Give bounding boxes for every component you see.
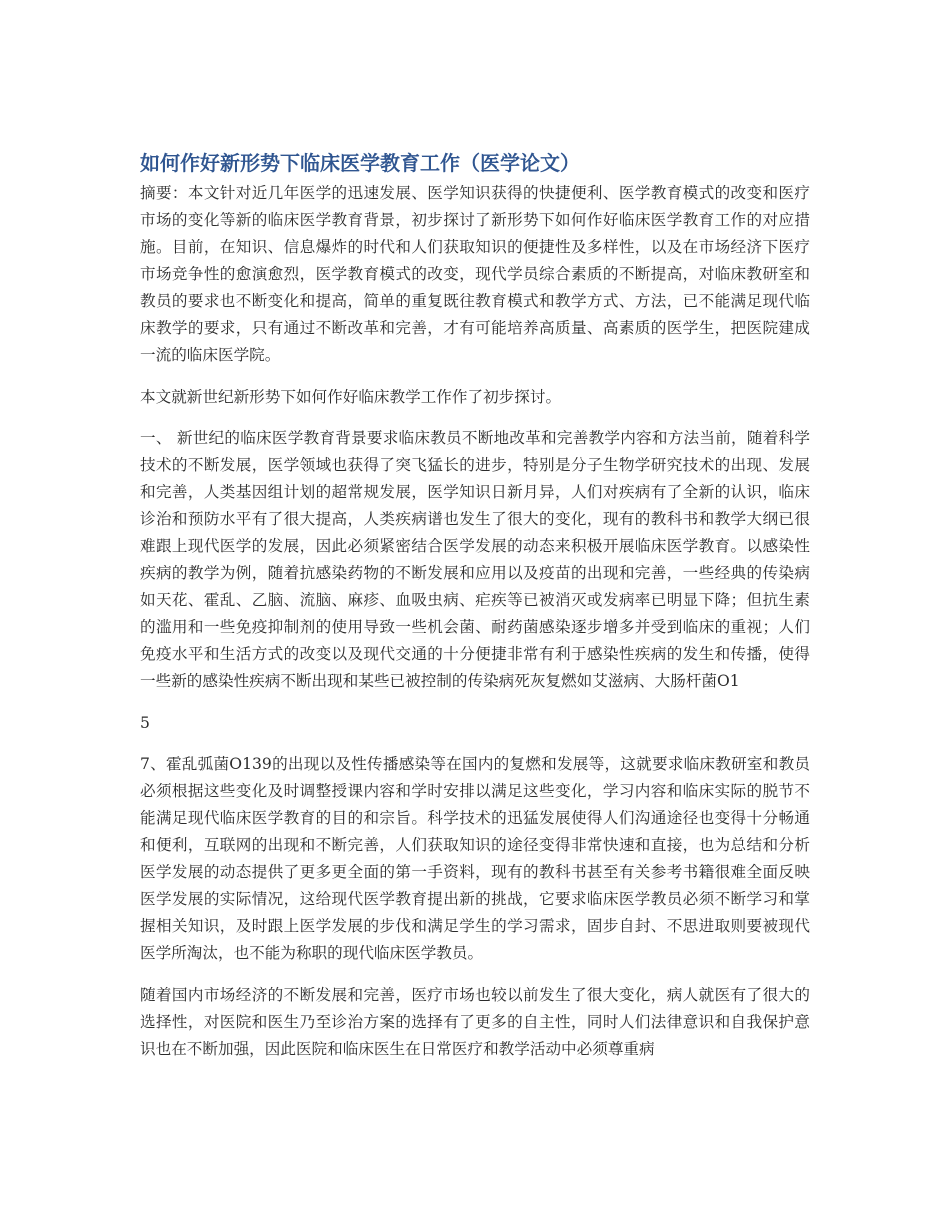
market-paragraph: 随着国内市场经济的不断发展和完善，医疗市场也较以前发生了很大变化，病人就医有了很大的选择性，对医院和医生乃至诊治方案的选择有了更多的自主性，同时人们法律意识和自我保护意识也在不断加强，因此医院和临床医生在日常医疗和教学活动中必须尊重病 — [140, 986, 810, 1058]
section-one-paragraph: 一、 新世纪的临床医学教育背景要求临床教员不断地改革和完善教学内容和方法当前，随着科学技术的不断发展，医学领域也获得了突飞猛长的进步，特别是分子生物学研究技术的出现、发展和完善，人类基因组计划的超常规发展，医学知识日新月异，人们对疾病有了全新的认识，临床诊治和预防水平有了很大提高，人类疾病谱也发生了很大的变化，现有的教科书和教学大纲已很难跟上现代医学的发展，因此必须紧密结合医学发展的动态来积极开展临床医学教育。以感染性疾病的教学为例，随着抗感染药物的不断发展和应用以及疫苗的出现和完善，一些经典的传染病如天花、霍乱、乙脑、流脑、麻疹、血吸虫病、疟疾等已被消灭或发病率已明显下降；但抗生素的滥用和一些免疫抑制剂的使用导致一些机会菌、耐药菌感染逐步增多并受到临床的重视；人们免疫水平和生活方式的改变以及现代交通的十分便捷非常有利于感染性疾病的发生和传播，使得一些新的感染性疾病不断出现和某些已被控制的传染病死灰复燃如艾滋病、大肠杆菌O1 — [140, 429, 810, 690]
abstract-paragraph: 摘要：本文针对近几年医学的迅速发展、医学知识获得的快捷便利、医学教育模式的改变和医疗市场的变化等新的临床医学教育背景，初步探讨了新形势下如何作好临床医学教育工作的对应措施。目前，在知识、信息爆炸的时代和人们获取知识的便捷性及多样性，以及在市场经济下医疗市场竞争性的愈演愈烈，医学教育模式的改变，现代学员综合素质的不断提高，对临床教研室和教员的要求也不断变化和提高，简单的重复既往教育模式和教学方式、方法，已不能满足现代临床教学的要求，只有通过不断改革和完善，才有可能培养高质量、高素质的医学生，把医院建成一流的临床医学院。 — [140, 184, 810, 364]
document-page — [140, 148, 810, 1078]
intro-paragraph: 本文就新世纪新形势下如何作好临床教学工作作了初步探讨。 — [140, 388, 562, 406]
document-title: 如何作好新形势下临床医学教育工作（医学论文） — [140, 151, 580, 175]
fragment-paragraph: 5 — [140, 714, 150, 732]
continuation-paragraph: 7、霍乱弧菌O139的出现以及性传播感染等在国内的复燃和发展等，这就要求临床教研室和教员必须根据这些变化及时调整授课内容和学时安排以满足这些变化，学习内容和临床实际的脱节不能满足现代临床医学教育的目的和宗旨。科学技术的迅猛发展使得人们沟通途径也变得十分畅通和便利，互联网的出现和不断完善，人们获取知识的途径变得非常快速和直接，也为总结和分析医学发展的动态提供了更多更全面的第一手资料，现有的教科书甚至有关参考书籍很难全面反映医学发展的实际情况，这给现代医学教育提出新的挑战，它要求临床医学教员必须不断学习和掌握相关知识，及时跟上医学发展的步伐和满足学生的学习需求，固步自封、不思进取则要被现代医学所淘汰，也不能为称职的现代临床医学教员。 — [140, 755, 810, 962]
